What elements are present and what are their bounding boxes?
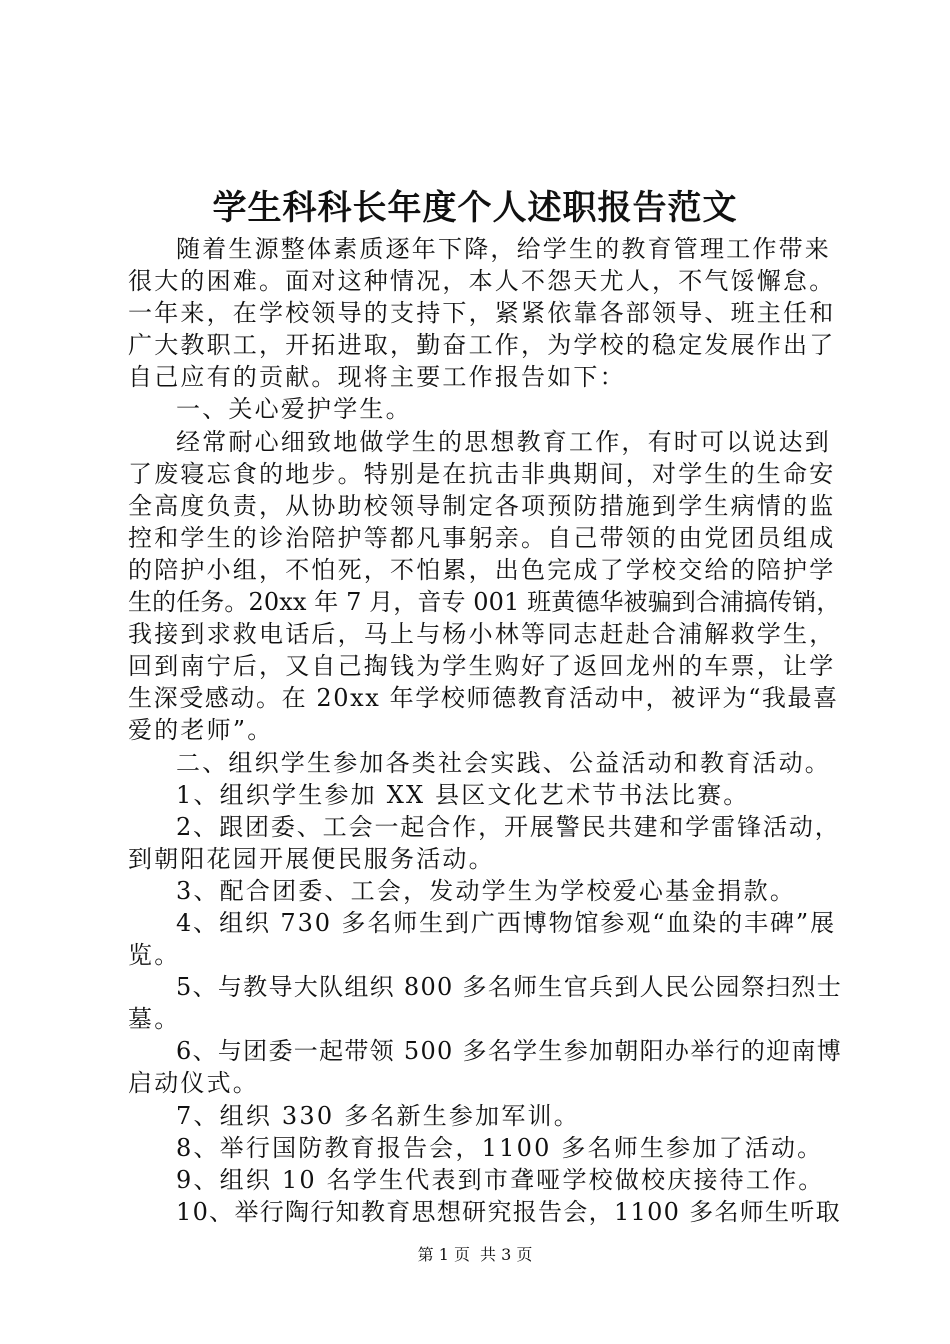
text-line: 4、组织 730 多名师生到广西博物馆参观“血染的丰碑”展: [176, 908, 836, 937]
text-line: 一、关心爱护学生。: [176, 395, 412, 424]
document-body: [128, 233, 844, 1228]
text-line: 3、配合团委、工会，发动学生为学校爱心基金捐款。: [176, 876, 797, 905]
text-line: 墓。: [128, 1005, 181, 1034]
text-line: 到朝阳花园开展便民服务活动。: [128, 844, 495, 873]
text-line: 我接到求救电话后，马上与杨小林等同志赶赴合浦解救学生，: [128, 620, 836, 649]
text-line: 回到南宁后，又自己掏钱为学生购好了返回龙州的车票，让学: [128, 652, 836, 681]
text-line: 全高度负责，从协助校领导制定各项预防措施到学生病情的监: [128, 491, 836, 520]
text-line: 广大教职工，开拓进取，勤奋工作，为学校的稳定发展作出了: [128, 331, 836, 360]
page-footer: [0, 1245, 950, 1265]
text-line: 很大的困难。面对这种情况，本人不怨天尤人，不气馁懈怠。: [128, 267, 836, 296]
text-line: 10、举行陶行知教育思想研究报告会，1100 多名师生听取: [176, 1197, 841, 1226]
text-line: 了废寝忘食的地步。特别是在抗击非典期间，对学生的生命安: [128, 459, 836, 488]
text-line: 9、组织 10 名学生代表到市聋哑学校做校庆接待工作。: [176, 1165, 825, 1194]
text-line: 7、组织 330 多名新生参加军训。: [176, 1101, 580, 1130]
text-line: 6、与团委一起带领 500 多名学生参加朝阳办举行的迎南博: [176, 1037, 843, 1066]
text-line: 生深受感动。在 20xx 年学校师德教育活动中，被评为“我最喜: [128, 684, 839, 713]
text-line: 生的任务。20xx 年 7 月，音专 001 班黄德华被骗到合浦搞传销，: [128, 588, 841, 617]
text-line: 爱的老师”。: [128, 716, 274, 745]
text-line: 自己应有的贡献。现将主要工作报告如下：: [128, 363, 626, 392]
text-line: 二、组织学生参加各类社会实践、公益活动和教育活动。: [176, 748, 831, 777]
text-line: 5、与教导大队组织 800 多名师生官兵到人民公园祭扫烈士: [176, 973, 843, 1002]
text-line: 随着生源整体素质逐年下降，给学生的教育管理工作带来: [176, 235, 831, 263]
text-line: 的陪护小组，不怕死，不怕累，出色完成了学校交给的陪护学: [128, 555, 836, 584]
text-line: 1、组织学生参加 XX 县区文化艺术节书法比赛。: [176, 780, 750, 809]
page-total: 共 3 页: [480, 1245, 533, 1264]
text-line: 览。: [128, 941, 181, 970]
document-title: 学生科科长年度个人述职报告范文: [212, 188, 738, 228]
text-line: 经常耐心细致地做学生的思想教育工作，有时可以说达到: [176, 427, 831, 456]
text-line: 启动仪式。: [128, 1069, 259, 1098]
text-line: 一年来，在学校领导的支持下，紧紧依靠各部领导、班主任和: [128, 299, 836, 328]
text-line: 控和学生的诊治陪护等都凡事躬亲。自己带领的由党团员组成: [128, 523, 836, 552]
text-line: 2、跟团委、工会一起合作，开展警民共建和学雷锋活动，: [176, 812, 841, 841]
text-line: 8、举行国防教育报告会，1100 多名师生参加了活动。: [176, 1133, 824, 1162]
page-number: 第 1 页: [417, 1245, 470, 1264]
